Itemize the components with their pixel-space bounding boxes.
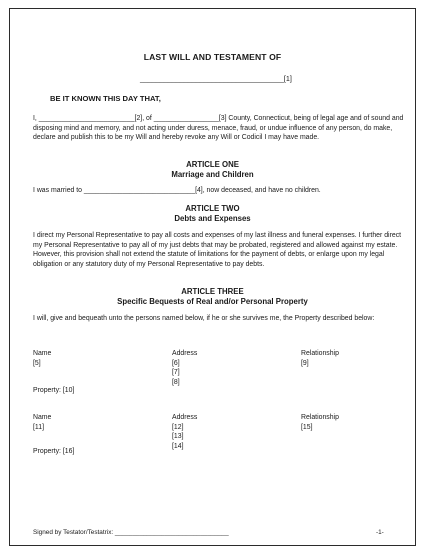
name-label: Name [33,414,52,421]
bequest-1-property: Property: [10] [33,387,75,394]
relationship-label: Relationship [301,350,339,357]
relationship-label: Relationship [301,414,339,421]
bequest-1-address [172,349,197,387]
bequest-1-relationship [301,349,339,368]
article-one-heading: ARTICLE ONE [186,160,239,169]
bequest-2-property: Property: [16] [33,448,75,455]
address-label: Address [172,350,198,357]
address-label: Address [172,414,198,421]
bequest-2-address [172,413,197,451]
article-three-heading: ARTICLE THREE [181,287,244,296]
address-line: [12] [172,423,184,431]
address-line: [7] [172,369,180,377]
article-two-subheading: Debts and Expenses [174,214,251,223]
article-two-text: I direct my Personal Representative to pay all costs and expenses of my last illness and funeral expenses. I further direct my Personal Representative to pay all of my just debts that may be probated, registered and allowed against my estate. However, this provision shall not extend the statute of limitations for the payment of debts, or enlarge upon my legal obligation or any statutory duty of my Personal Representative to pay debts. [33,232,402,268]
address-line: [14] [172,442,184,450]
article-one-subheading: Marriage and Children [171,170,254,179]
be-it-known-heading: BE IT KNOWN THIS DAY THAT, [50,94,161,103]
article-two [10,204,415,224]
address-line: [8] [172,378,180,386]
signature-line: Signed by Testator/Testatrix: ________________________________ [33,529,229,536]
article-three-subheading: Specific Bequests of Real and/or Personal Property [117,297,308,306]
article-three [10,287,415,307]
document-page [9,8,416,546]
name-label: Name [33,350,52,357]
address-line: [13] [172,433,184,441]
page-number: -1- [376,529,384,536]
name-value: [11] [33,423,44,431]
article-three-text: I will, give and bequeath unto the persons named below, if he or she survives me, the Property described below: [33,315,375,322]
testator-name-line: ____________________________________[1] [140,74,292,83]
bequest-2-relationship [301,413,339,432]
relationship-value: [15] [301,423,313,431]
relationship-value: [9] [301,359,309,367]
intro-paragraph: I, _________________________[2], of _________________[3] County, Connecticut, being of legal age and of sound and disposing mind and memory, and not acting under duress, menace, fraud, or undue influence of any person, do make, declare and publish this to be my Will and hereby revoke any Will or Codicil I may have made. [33,115,404,142]
bequest-2-name [33,413,51,432]
article-one [10,160,415,180]
bequest-1-name [33,349,51,368]
address-line: [6] [172,359,180,367]
name-value: [5] [33,359,41,367]
article-one-text: I was married to _____________________________[4], now deceased, and have no children. [33,187,321,194]
article-two-heading: ARTICLE TWO [185,204,240,213]
document-title: LAST WILL AND TESTAMENT OF [143,52,282,62]
